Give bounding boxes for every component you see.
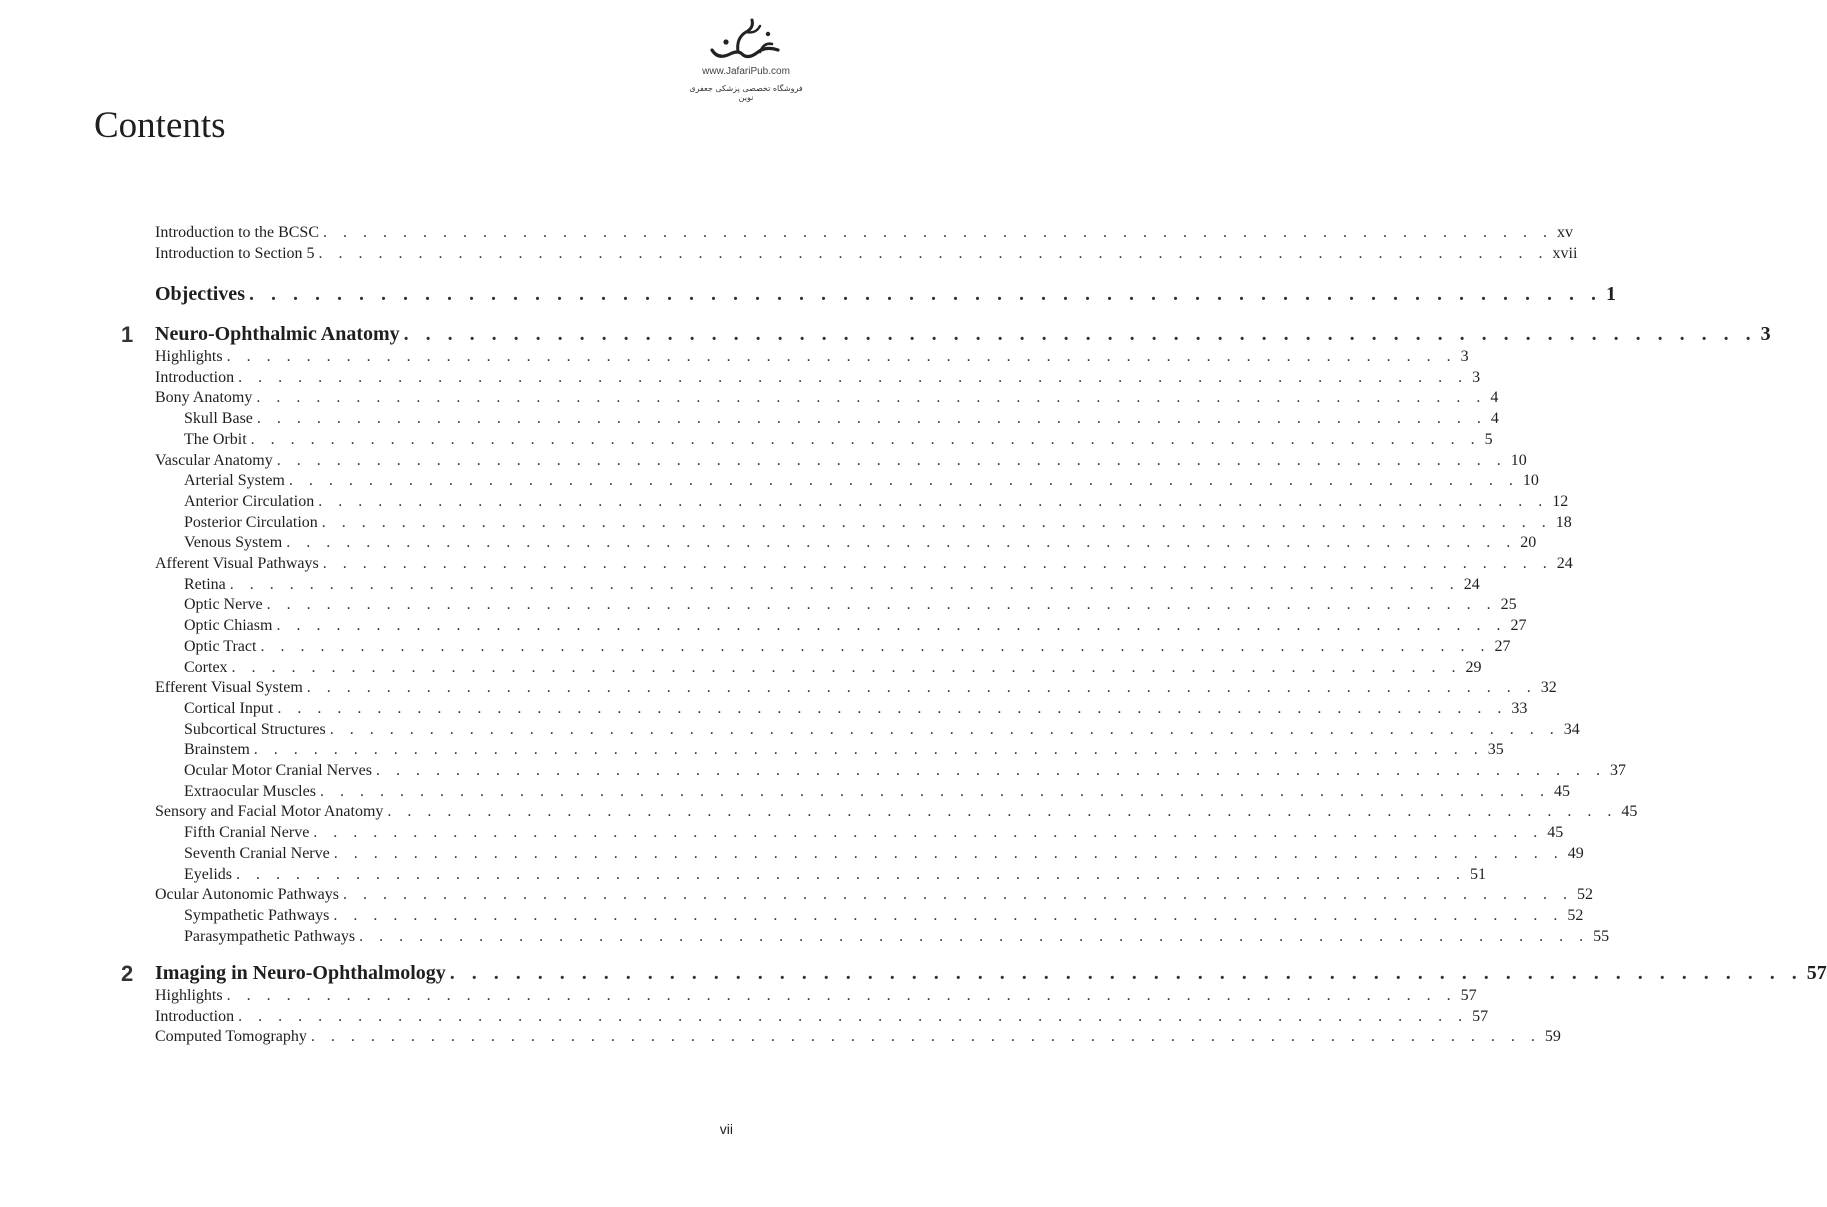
toc-entry-label: Optic Chiasm <box>184 617 273 635</box>
toc-entry-label: Retina <box>184 575 226 593</box>
toc-entry[interactable] <box>155 677 1557 699</box>
dot-leader: . . . . . . . . . . . . . . . . . . . . . . . . . . . . . . . . . . . . . . . . . . . . . . . . . . . . . . . . . . . . . . <box>226 987 1457 1004</box>
toc-entry-page: 45 <box>1553 782 1570 800</box>
toc-entry-label: Highlights <box>155 987 223 1004</box>
toc-entry-label: Highlights <box>155 348 223 365</box>
dot-leader: . . . . . . . . . . . . . . . . . . . . . . . . . . . . . . . . . . . . . . . . . . . . . . . . . . . . . . . . . . . . . . <box>266 596 1497 614</box>
dot-leader: . . . . . . . . . . . . . . . . . . . . . . . . . . . . . . . . . . . . . . . . . . . . . . . . . . . . . . . . . . . . . . <box>238 368 1469 386</box>
chapter-number: 2 <box>121 961 134 986</box>
toc-entry-label: Vascular Anatomy <box>155 451 273 469</box>
toc-entry[interactable] <box>184 698 1528 720</box>
toc-entry-page: 59 <box>1544 1028 1561 1046</box>
toc-entry-page: 5 <box>1484 430 1493 448</box>
toc-entry[interactable] <box>155 367 1481 389</box>
toc-entry-label: Introduction <box>155 1007 235 1025</box>
dot-leader: . . . . . . . . . . . . . . . . . . . . . . . . . . . . . . . . . . . . . . . . . . . . . . . . . . . . . . . . . . . . . . <box>250 430 1481 448</box>
toc-entry-label: Efferent Visual System <box>155 679 303 697</box>
toc-entry-label: Sensory and Facial Motor Anatomy <box>155 803 384 821</box>
toc-entry-page: 3 <box>1760 323 1771 345</box>
toc-entry[interactable] <box>184 843 1584 865</box>
toc-entry-label: Bony Anatomy <box>155 389 253 407</box>
toc-entry[interactable] <box>184 864 1486 886</box>
toc-front-entry[interactable] <box>155 243 1578 265</box>
dot-leader: . . . . . . . . . . . . . . . . . . . . . . . . . . . . . . . . . . . . . . . . . . . . . . . . . . . . . . . . . . . . . . <box>276 617 1507 635</box>
toc-entry-page: 34 <box>1563 720 1580 738</box>
dot-leader: . . . . . . . . . . . . . . . . . . . . . . . . . . . . . . . . . . . . . . . . . . . . . . . . . . . . . . . . . . . . . . <box>253 741 1484 759</box>
toc-entry[interactable] <box>184 636 1511 658</box>
dot-leader: . . . . . . . . . . . . . . . . . . . . . . . . . . . . . . . . . . . . . . . . . . . . . . . . . . . . . . . . . . . . . . <box>333 906 1564 924</box>
toc-entry-page: 52 <box>1576 886 1593 904</box>
toc-entry-page: 18 <box>1555 513 1572 531</box>
toc-entry-label: Arterial System <box>184 472 285 490</box>
toc-entry[interactable] <box>155 801 1638 823</box>
dot-leader: . . . . . . . . . . . . . . . . . . . . . . . . . . . . . . . . . . . . . . . . . . . . . . . . . . . . . . . . . . . . . . <box>313 824 1544 842</box>
toc-entry[interactable] <box>155 450 1527 472</box>
toc-entry-label: Cortical Input <box>184 699 274 717</box>
toc-entry[interactable] <box>155 1026 1561 1048</box>
dot-leader: . . . . . . . . . . . . . . . . . . . . . . . . . . . . . . . . . . . . . . . . . . . . . . . . . . . . . . . . . . . . . . <box>359 927 1590 945</box>
toc-entry-label: Introduction to the BCSC <box>155 224 319 241</box>
dot-leader: . . . . . . . . . . . . . . . . . . . . . . . . . . . . . . . . . . . . . . . . . . . . . . . . . . . . . . . . . . . . . . <box>333 844 1564 862</box>
dot-leader: . . . . . . . . . . . . . . . . . . . . . . . . . . . . . . . . . . . . . . . . . . . . . . . . . . . . . . . . . . . . . . <box>238 1007 1469 1025</box>
toc-entry[interactable] <box>184 719 1580 741</box>
toc-entry-label: Optic Nerve <box>184 596 263 614</box>
dot-leader: . . . . . . . . . . . . . . . . . . . . . . . . . . . . . . . . . . . . . . . . . . . . . . . . . . . . . . . . . . . . . . <box>260 637 1491 655</box>
dot-leader: . . . . . . . . . . . . . . . . . . . . . . . . . . . . . . . . . . . . . . . . . . . . . . . . . . . . . . . . . . . . . . <box>310 1028 1541 1046</box>
dot-leader: . . . . . . . . . . . . . . . . . . . . . . . . . . . . . . . . . . . . . . . . . . . . . . . . . . . . . . . . . . . . . . <box>231 658 1462 676</box>
logo-url: www.JafariPub.com <box>702 66 790 77</box>
toc-entry-label: Brainstem <box>184 741 250 759</box>
toc-entry[interactable] <box>155 884 1593 906</box>
dot-leader: . . . . . . . . . . . . . . . . . . . . . . . . . . . . . . . . . . . . . . . . . . . . . . . . . . . . . . . . . . . . . . <box>323 224 1553 241</box>
toc-entry-page: 20 <box>1520 534 1537 552</box>
dot-leader: . . . . . . . . . . . . . . . . . . . . . . . . . . . . . . . . . . . . . . . . . . . . . . . . . . . . . . . . . . . . . . <box>318 492 1549 510</box>
toc-entry[interactable] <box>155 1006 1489 1028</box>
toc-entry-label: Venous System <box>184 534 283 552</box>
toc-objectives[interactable] <box>155 280 1616 308</box>
dot-leader: . . . . . . . . . . . . . . . . . . . . . . . . . . . . . . . . . . . . . . . . . . . . . . . . . . . . . . . . . . . . . . <box>322 555 1553 572</box>
dot-leader: . . . . . . . . . . . . . . . . . . . . . . . . . . . . . . . . . . . . . . . . . . . . . . . . . . . . . . . . . . . . . . <box>276 451 1507 469</box>
toc-entry-label: Seventh Cranial Nerve <box>184 844 330 862</box>
dot-leader: . . . . . . . . . . . . . . . . . . . . . . . . . . . . . . . . . . . . . . . . . . . . . . . . . . . . . . . . . . . . . . <box>286 534 1517 552</box>
toc-entry-page: xvii <box>1552 244 1578 262</box>
toc-chapter-heading[interactable] <box>155 320 1771 348</box>
toc-entry[interactable] <box>184 491 1569 513</box>
toc-front-entry[interactable] <box>155 222 1573 244</box>
dot-leader: . . . . . . . . . . . . . . . . . . . . . . . . . . . . . . . . . . . . . . . . . . . . . . . . . . . . . . . . . . . . . . <box>226 348 1457 365</box>
toc-entry-page: 51 <box>1470 865 1486 883</box>
toc-entry-label: Introduction to Section 5 <box>155 244 315 262</box>
toc-entry-label: Posterior Circulation <box>184 513 318 531</box>
toc-entry-page: 33 <box>1511 699 1528 717</box>
toc-entry-label: Subcortical Structures <box>184 720 326 738</box>
toc-entry-page: 24 <box>1463 575 1480 593</box>
dot-leader: . . . . . . . . . . . . . . . . . . . . . . . . . . . . . . . . . . . . . . . . . . . . . . . . . . . . . . . . . . . . . . <box>318 244 1549 262</box>
toc-entry[interactable] <box>184 512 1572 534</box>
toc-entry-page: 29 <box>1465 658 1482 676</box>
toc-entry-page: 10 <box>1510 451 1527 469</box>
toc-entry-label: Neuro-Ophthalmic Anatomy <box>155 323 400 345</box>
toc-entry-page: 27 <box>1510 617 1527 635</box>
toc-entry[interactable] <box>155 346 1469 368</box>
toc-entry-page: xv <box>1557 224 1573 241</box>
toc-entry-label: Extraocular Muscles <box>184 782 316 800</box>
toc-entry[interactable] <box>155 553 1573 575</box>
toc-entry-label: Skull Base <box>184 410 253 428</box>
toc-entry-page: 32 <box>1540 679 1557 697</box>
toc-entry[interactable] <box>184 760 1626 782</box>
dot-leader: . . . . . . . . . . . . . . . . . . . . . . . . . . . . . . . . . . . . . . . . . . . . . . . . . . . . . . . . . . . . . . <box>277 699 1508 717</box>
toc-entry-page: 35 <box>1487 741 1504 759</box>
toc-entry-page: 52 <box>1567 906 1584 924</box>
dot-leader: . . . . . . . . . . . . . . . . . . . . . . . . . . . . . . . . . . . . . . . . . . . . . . . . . . . . . . . . . . . . . . <box>342 886 1573 904</box>
toc-entry-label: Ocular Autonomic Pathways <box>155 886 339 904</box>
dot-leader: . . . . . . . . . . . . . . . . . . . . . . . . . . . . . . . . . . . . . . . . . . . . . . . . . . . . . . . . . . . . . . <box>256 410 1487 428</box>
toc-entry[interactable] <box>184 822 1564 844</box>
toc-entry-page: 3 <box>1472 368 1481 386</box>
toc-entry[interactable] <box>155 985 1477 1007</box>
toc-entry[interactable] <box>184 905 1584 927</box>
toc-entry-page: 24 <box>1556 555 1573 572</box>
page-number: vii <box>719 1121 733 1137</box>
toc-entry-page: 45 <box>1621 803 1638 821</box>
dot-leader: . . . . . . . . . . . . . . . . . . . . . . . . . . . . . . . . . . . . . . . . . . . . . . . . . . . . . . . . . . . . . . <box>288 472 1519 490</box>
toc-entry-page: 10 <box>1522 472 1539 490</box>
toc-entry[interactable] <box>184 781 1570 803</box>
dot-leader: . . . . . . . . . . . . . . . . . . . . . . . . . . . . . . . . . . . . . . . . . . . . . . . . . . . . . . . . . . . . . . <box>387 803 1618 821</box>
dot-leader: . . . . . . . . . . . . . . . . . . . . . . . . . . . . . . . . . . . . . . . . . . . . . . . . . . . . . . . . . . . . . . <box>256 389 1487 407</box>
toc-entry[interactable] <box>184 408 1499 430</box>
dot-leader: . . . . . . . . . . . . . . . . . . . . . . . . . . . . . . . . . . . . . . . . . . . . . . . . . . . . . . . . . . . . . . <box>229 575 1460 593</box>
toc-entry-label: Sympathetic Pathways <box>184 906 330 924</box>
dot-leader: . . . . . . . . . . . . . . . . . . . . . . . . . . . . . . . . . . . . . . . . . . . . . . . . . . . . . . . . . . . . . . <box>403 323 1757 345</box>
dot-leader: . . . . . . . . . . . . . . . . . . . . . . . . . . . . . . . . . . . . . . . . . . . . . . . . . . . . . . . . . . . . . . <box>236 865 1466 883</box>
toc-entry-label: Eyelids <box>184 865 232 883</box>
toc-entry-page: 49 <box>1567 844 1584 862</box>
toc-entry-label: Optic Tract <box>184 637 257 655</box>
toc-entry-page: 57 <box>1460 987 1477 1004</box>
toc-entry-page: 25 <box>1500 596 1517 614</box>
toc-entry[interactable] <box>184 429 1493 451</box>
toc-entry-page: 1 <box>1605 283 1616 305</box>
toc-entry[interactable] <box>155 387 1499 409</box>
toc-entry[interactable] <box>184 470 1539 492</box>
toc-entry-label: Introduction <box>155 368 235 386</box>
toc-entry-label: Fifth Cranial Nerve <box>184 824 310 842</box>
toc-entry-page: 4 <box>1490 389 1499 407</box>
dot-leader: . . . . . . . . . . . . . . . . . . . . . . . . . . . . . . . . . . . . . . . . . . . . . . . . . . . . . . . . . . . . . . <box>329 720 1560 738</box>
toc-entry-page: 57 <box>1806 962 1827 984</box>
toc-entry[interactable] <box>184 594 1517 616</box>
toc-entry[interactable] <box>184 657 1482 679</box>
toc-entry-label: Parasympathetic Pathways <box>184 927 356 945</box>
toc-entry-label: Objectives <box>155 283 245 305</box>
dot-leader: . . . . . . . . . . . . . . . . . . . . . . . . . . . . . . . . . . . . . . . . . . . . . . . . . . . . . . . . . . . . . . <box>375 762 1606 779</box>
toc-entry-label: The Orbit <box>184 430 247 448</box>
toc-entry-label: Anterior Circulation <box>184 492 315 510</box>
toc-entry-page: 4 <box>1490 410 1499 428</box>
chapter-number: 1 <box>121 322 134 347</box>
dot-leader: . . . . . . . . . . . . . . . . . . . . . . . . . . . . . . . . . . . . . . . . . . . . . . . . . . . . . . . . . . . . . . <box>321 513 1552 531</box>
dot-leader: . . . . . . . . . . . . . . . . . . . . . . . . . . . . . . . . . . . . . . . . . . . . . . . . . . . . . . . . . . . . . . <box>449 962 1803 984</box>
toc-entry[interactable] <box>184 574 1480 596</box>
dot-leader: . . . . . . . . . . . . . . . . . . . . . . . . . . . . . . . . . . . . . . . . . . . . . . . . . . . . . . . . . . . . . . <box>248 283 1602 305</box>
toc-chapter-heading[interactable] <box>155 959 1827 987</box>
toc-entry-label: Afferent Visual Pathways <box>155 555 319 572</box>
toc-entry-label: Cortex <box>184 658 228 676</box>
toc-entry[interactable] <box>184 739 1504 761</box>
toc-entry-page: 45 <box>1547 824 1564 842</box>
logo-tagline: فروشگاه تخصصی پزشکی جعفری نوین <box>689 84 803 102</box>
toc-entry[interactable] <box>184 615 1527 637</box>
toc-entry-page: 57 <box>1472 1007 1489 1025</box>
toc-entry-page: 3 <box>1460 348 1469 365</box>
page-title: Contents <box>94 105 226 146</box>
toc-entry-label: Ocular Motor Cranial Nerves <box>184 762 372 779</box>
toc-entry[interactable] <box>184 532 1537 554</box>
toc-entry-page: 55 <box>1593 927 1610 945</box>
toc-entry[interactable] <box>184 926 1610 948</box>
dot-leader: . . . . . . . . . . . . . . . . . . . . . . . . . . . . . . . . . . . . . . . . . . . . . . . . . . . . . . . . . . . . . . <box>319 782 1550 800</box>
toc-entry-label: Computed Tomography <box>155 1028 307 1046</box>
toc-entry-page: 37 <box>1609 762 1626 779</box>
toc-entry-label: Imaging in Neuro-Ophthalmology <box>155 962 446 984</box>
toc-entry-page: 12 <box>1552 492 1569 510</box>
toc-entry-page: 27 <box>1494 637 1511 655</box>
dot-leader: . . . . . . . . . . . . . . . . . . . . . . . . . . . . . . . . . . . . . . . . . . . . . . . . . . . . . . . . . . . . . . <box>306 679 1537 697</box>
